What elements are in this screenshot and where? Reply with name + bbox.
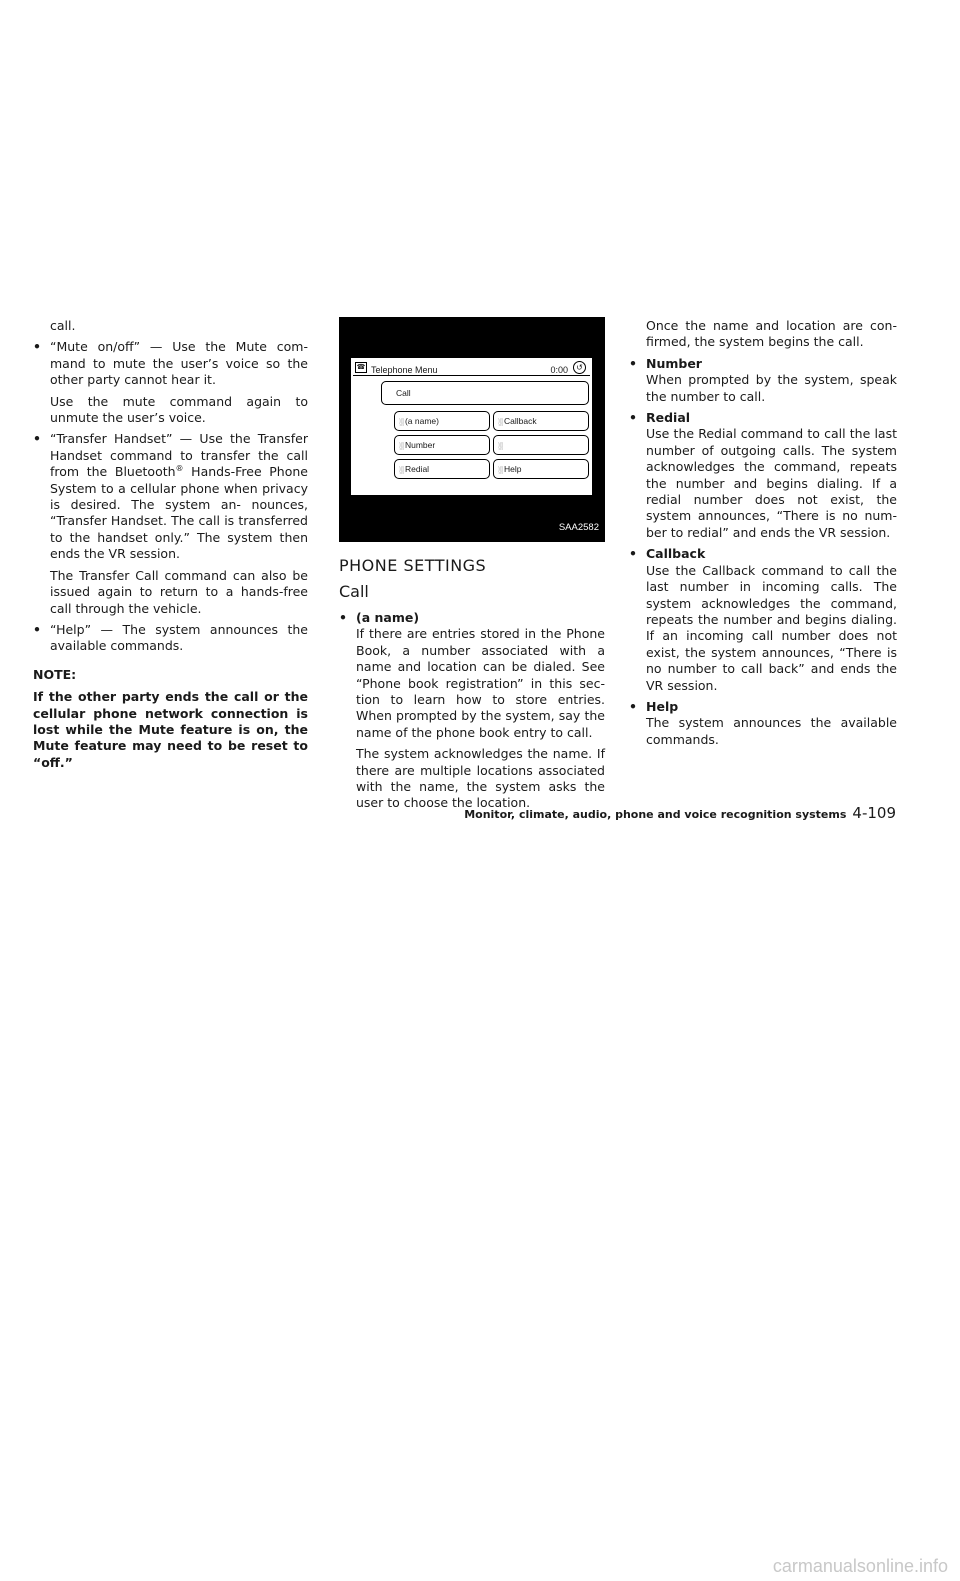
page-number: 4-109 (852, 804, 896, 822)
transfer-text-a: “Transfer Handset” — Use the Transfer Handset command to transfer the call from the Bluetooth (50, 431, 308, 480)
help-bullet (33, 622, 308, 655)
a-name-extra: The system acknowledges the name. If there are multiple locations associated with the name, the system asks the user to choose the location. (356, 746, 605, 811)
transfer-bullet (33, 431, 308, 562)
registered-mark: ® (175, 464, 184, 474)
bullet-dot: • (629, 546, 637, 562)
figure-caption: SAA2582 (558, 521, 599, 533)
button-label: Help (503, 464, 522, 474)
number-item (629, 356, 897, 405)
mute-bullet (33, 339, 308, 388)
voice-command-icon: ░ (399, 443, 404, 450)
bullet-dot: • (629, 355, 637, 371)
transfer-extra-text: The Transfer Call command can also be issued again to return to a hands-free call through the vehicle. (50, 567, 308, 616)
mute-text: “Mute on/off” — Use the Mute com- mand to mute the user’s voice so the other party cannot hear it. (50, 339, 308, 388)
empty-button[interactable] (493, 435, 589, 455)
redial-label: Redial (646, 410, 691, 426)
continued-text: Once the name and location are con- firmed, the system begins the call. (646, 318, 897, 350)
screen-title: Telephone Menu (371, 365, 438, 375)
button-label: Number (404, 440, 436, 450)
bullet-dot: • (339, 610, 347, 625)
call-button-label: Call (396, 388, 411, 398)
note-title: NOTE: (33, 666, 77, 682)
screen-header (353, 361, 590, 376)
callback-label: Callback (646, 546, 706, 562)
note-body: If the other party ends the call or the cellular phone network connection is lost while the Mute feature is on, the Mute feature may need to be reset to “off.” (33, 689, 308, 770)
number-body: When prompted by the system, speak the number to call. (646, 372, 897, 404)
call-timer: 0:00 (550, 365, 568, 375)
a-name-label: (a name) (356, 610, 420, 625)
voice-command-icon: ░ (498, 419, 503, 426)
redial-button[interactable] (394, 459, 490, 479)
help-text: “Help” — The system announces the available commands. (50, 621, 308, 654)
button-label: (a name) (404, 416, 439, 426)
number-button[interactable] (394, 435, 490, 455)
voice-command-icon: ░ (399, 467, 404, 474)
watermark: carmanualsonline.info (772, 1556, 948, 1576)
transfer-text-b: Hands-Free Phone System to a cellular phone when privacy is desired. The system an- nounces, “Transfer Handset. The call is transferred to the handset only.” The system then ends the VR session. (50, 464, 308, 562)
help-button[interactable] (493, 459, 589, 479)
bullet-dot: • (33, 431, 41, 447)
voice-command-icon: ░ (399, 419, 404, 426)
a-name-body: If there are entries stored in the Phone Book, a number associated with a name and location can be dialed. See “Phone book registration” in this sec- tion to learn how to store entries. When prompted by the system, say the name of the phone book entry to call. (356, 626, 605, 740)
bullet-dot: • (33, 621, 41, 637)
screen-display (351, 358, 592, 495)
callback-item (629, 546, 897, 694)
middle-column (339, 317, 605, 817)
help-label: Help (646, 698, 679, 714)
help-body: The system announces the available commands. (646, 715, 897, 747)
mute-extra-text: Use the mute command again to unmute the user’s voice. (50, 393, 308, 426)
telephone-menu-figure (339, 317, 605, 542)
redial-item (629, 410, 897, 541)
bullet-dot: • (33, 339, 41, 355)
voice-command-icon: ░ (498, 443, 503, 450)
right-column (629, 318, 897, 753)
page-footer (464, 804, 896, 822)
redial-body: Use the Redial command to call the last number of outgoing calls. The system acknowledges the command, repeats the number and begins dialing. If a redial number does not exist, the system announces, “There is no num- ber to redial” and ends the VR session. (646, 426, 897, 540)
voice-command-icon: ░ (498, 467, 503, 474)
number-label: Number (646, 355, 702, 371)
a-name-item (339, 610, 605, 812)
help-item (629, 699, 897, 748)
a-name-button[interactable] (394, 411, 490, 431)
button-label: Redial (404, 464, 430, 474)
continued-text: call. (50, 318, 76, 333)
bullet-dot: • (629, 698, 637, 714)
section-title: PHONE SETTINGS (339, 556, 487, 575)
callback-body: Use the Callback command to call the last number in incoming calls. The system acknowledges the command, repeats the number and begins dialing. If an incoming call number does not exist, the system announces, “There is no number to call back” and ends the VR session. (646, 562, 897, 693)
chapter-title: Monitor, climate, audio, phone and voice recognition systems (464, 808, 847, 821)
button-label: Callback (503, 416, 537, 426)
call-button[interactable] (381, 381, 589, 405)
left-column (33, 318, 308, 771)
bullet-dot: • (629, 410, 637, 426)
callback-button[interactable] (493, 411, 589, 431)
phone-icon: ☎ (356, 364, 366, 371)
back-icon[interactable]: ↺ (573, 361, 586, 374)
subsection-title: Call (339, 582, 369, 601)
